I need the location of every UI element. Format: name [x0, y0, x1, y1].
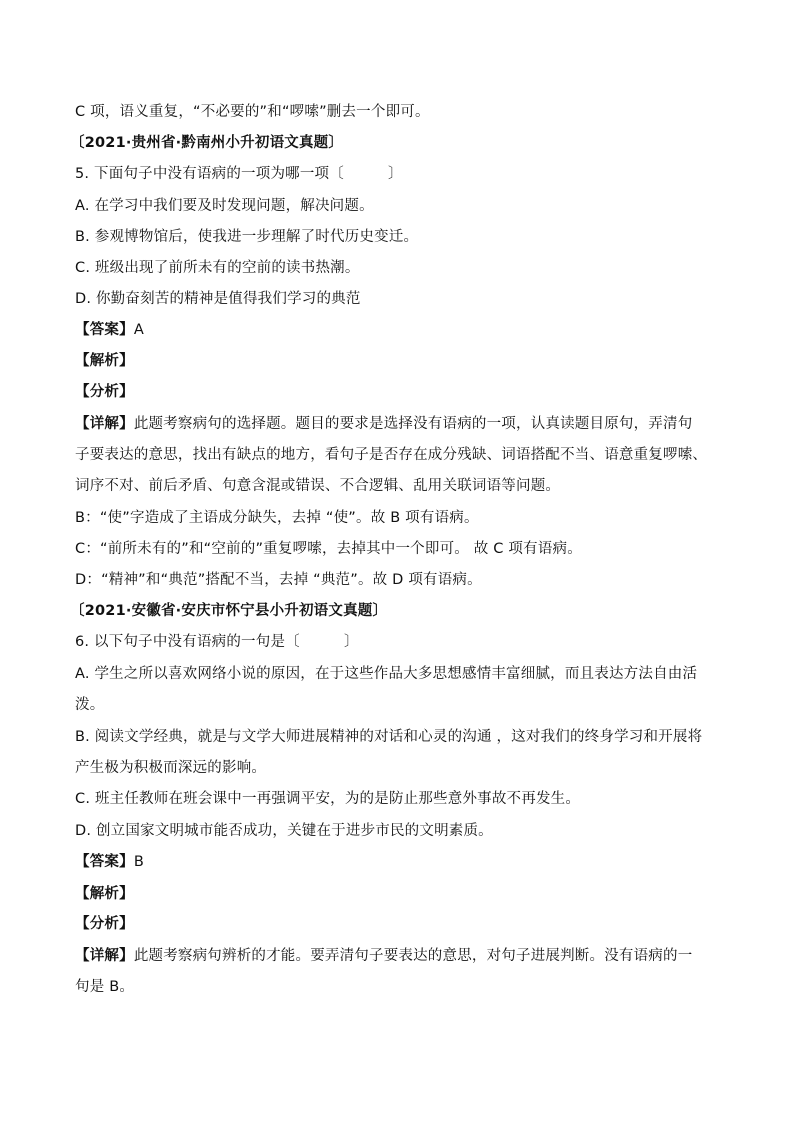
section-tag: 【详解】	[75, 948, 134, 964]
text-line	[75, 695, 104, 715]
line-text: B. 阅读文学经典，就是与文学大师进展精神的对话和心灵的沟通 ，这对我们的终身学习和开展将	[75, 729, 703, 745]
source-heading	[70, 601, 387, 621]
line-text: 子要表达的意思，找出有缺点的地方，看句子是否存在成分残缺、词语搭配不当、语意重复啰嗦、	[75, 447, 708, 463]
text-line	[75, 414, 692, 434]
text-line	[75, 164, 403, 184]
line-text: 5. 下面句子中没有语病的一项为哪一项〔 〕	[75, 166, 403, 182]
line-text: 〔2021·安徽省·安庆市怀宁县小升初语文真题〕	[70, 603, 388, 619]
line-text: D. 你勤奋刻苦的精神是值得我们学习的典范	[75, 291, 361, 307]
line-text: B	[133, 854, 144, 870]
text-line	[75, 289, 361, 309]
line-text: C. 班主任教师在班会课中一再强调平安，为的是防止那些意外事故不再发生。	[75, 791, 581, 807]
line-text: 此题考察病句的选择题。题目的要求是选择没有语病的一项，认真读题目原句，弄清句	[133, 416, 693, 432]
text-line	[75, 946, 692, 966]
line-text: 6. 以下句子中没有语病的一句是〔 〕	[75, 634, 359, 650]
section-tag: 【答案】	[75, 854, 134, 870]
line-text: 〔2021·贵州省·黔南州小升初语文真题〕	[70, 135, 344, 151]
line-text: C 项，语义重复，“不必要的”和“啰嗦”删去一个即可。	[75, 104, 430, 120]
line-text: A. 学生之所以喜欢网络小说的原因，在于这些作品大多思想感情丰富细腻，而且表达方法自由活	[75, 666, 698, 682]
text-line	[75, 884, 134, 904]
text-line	[75, 727, 702, 747]
text-line	[75, 977, 134, 997]
text-line	[75, 508, 479, 528]
line-text: 产生极为积极而深远的影响。	[75, 760, 267, 776]
line-text: A	[133, 322, 144, 338]
text-line	[75, 821, 493, 841]
line-text: C：“前所未有的”和“空前的”重复啰嗦，去掉其中一个即可。 故 C 项有语病。	[75, 541, 582, 557]
source-heading	[70, 133, 343, 153]
text-line	[75, 227, 418, 247]
line-text: 句是 B。	[75, 979, 135, 995]
text-line	[75, 852, 144, 872]
text-line	[75, 320, 144, 340]
line-text: 此题考察病句辨析的才能。要弄清句子要表达的意思，对句子进展判断。没有语病的一	[133, 948, 693, 964]
section-tag: 【分析】	[75, 384, 134, 400]
text-line	[75, 758, 266, 778]
text-line	[75, 445, 707, 465]
text-line	[75, 382, 134, 402]
text-line	[75, 632, 359, 652]
line-text: C. 班级出现了前所未有的空前的读书热潮。	[75, 260, 360, 276]
text-line	[75, 789, 580, 809]
text-line	[75, 476, 560, 496]
text-line	[75, 258, 360, 278]
text-line	[75, 351, 134, 371]
section-tag: 【解析】	[75, 886, 134, 902]
section-tag: 【解析】	[75, 353, 134, 369]
line-text: 泼。	[75, 697, 105, 713]
section-tag: 【分析】	[75, 916, 134, 932]
section-tag: 【详解】	[75, 416, 134, 432]
line-text: A. 在学习中我们要及时发现问题，解决问题。	[75, 198, 374, 214]
text-line	[75, 539, 582, 559]
line-text: D. 创立国家文明城市能否成功，关键在于进步市民的文明素质。	[75, 823, 493, 839]
text-line	[75, 196, 374, 216]
line-text: B：“使”字造成了主语成分缺失，去掉 “使”。故 B 项有语病。	[75, 510, 479, 526]
line-text: B. 参观博物馆后，使我进一步理解了时代历史变迁。	[75, 229, 419, 245]
text-line	[75, 570, 482, 590]
text-line	[75, 664, 697, 684]
line-text: 词序不对、前后矛盾、句意含混或错误、不合逻辑、乱用关联词语等问题。	[75, 478, 561, 494]
text-line	[75, 102, 430, 122]
line-text: D：“精神”和“典范”搭配不当，去掉 “典范”。故 D 项有语病。	[75, 572, 482, 588]
text-line	[75, 914, 134, 934]
section-tag: 【答案】	[75, 322, 134, 338]
